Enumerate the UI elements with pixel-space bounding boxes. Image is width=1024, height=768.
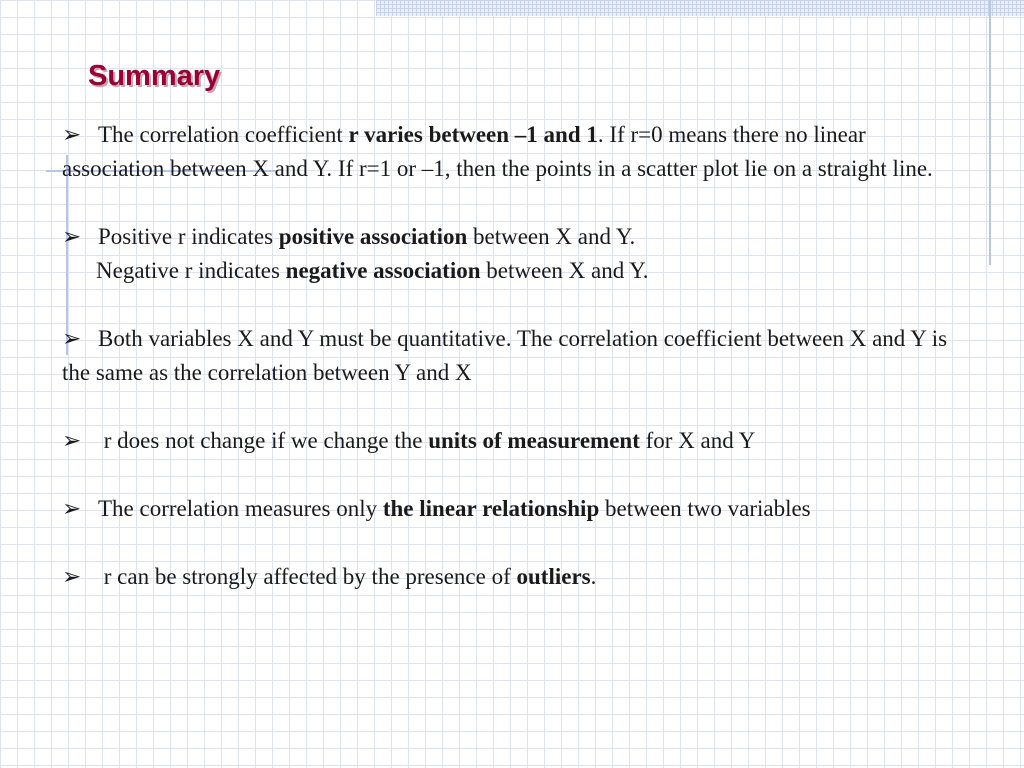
slide-title: Summary (88, 60, 221, 92)
bullet-emphasis: units of measurement (428, 428, 640, 453)
decorative-top-band (376, 0, 1024, 16)
bullet-emphasis: negative association (285, 258, 481, 283)
bullet-text: Positive r indicates (98, 224, 279, 249)
bullet-text: . If r=0 means there no linear association between X and Y. If r=1 or –1, then the points in a scatter plot lie on a straight line. (62, 122, 933, 181)
bullet-text: The correlation coefficient (98, 122, 349, 147)
arrow-bullet-icon: ➢ (62, 496, 82, 521)
arrow-bullet-icon: ➢ (62, 564, 82, 589)
arrow-bullet-icon: ➢ (62, 326, 82, 351)
bullet-emphasis: r varies between –1 and 1 (348, 122, 598, 147)
summary-bullet-list (62, 118, 962, 594)
bullet-text: r does not change if we change the (98, 428, 429, 453)
bullet-text: Negative r indicates (96, 258, 286, 283)
arrow-bullet-icon: ➢ (62, 122, 82, 147)
arrow-bullet-icon: ➢ (62, 428, 82, 453)
bullet-item (62, 220, 962, 288)
bullet-text: The correlation measures only (98, 496, 383, 521)
arrow-bullet-icon: ➢ (62, 224, 82, 249)
bullet-item (62, 492, 962, 526)
bullet-text: r can be strongly affected by the presence of (98, 564, 517, 589)
bullet-item (62, 424, 962, 458)
bullet-text: . (590, 564, 597, 589)
bullet-item (62, 118, 962, 186)
bullet-line (62, 220, 962, 254)
bullet-text: between X and Y. (467, 224, 636, 249)
bullet-text: Both variables X and Y must be quantitative. The correlation coefficient between X and Y is the same as the correlation between Y and X (62, 326, 948, 385)
bullet-text: between two variables (599, 496, 811, 521)
decorative-vertical-line (989, 0, 991, 265)
bullet-text: between X and Y. (480, 258, 649, 283)
bullet-item (62, 560, 962, 594)
bullet-emphasis: outliers (516, 564, 591, 589)
bullet-item (62, 322, 962, 390)
bullet-emphasis: the linear relationship (382, 496, 600, 521)
bullet-emphasis: positive association (278, 224, 468, 249)
bullet-line (62, 254, 962, 288)
bullet-text: for X and Y (639, 428, 756, 453)
